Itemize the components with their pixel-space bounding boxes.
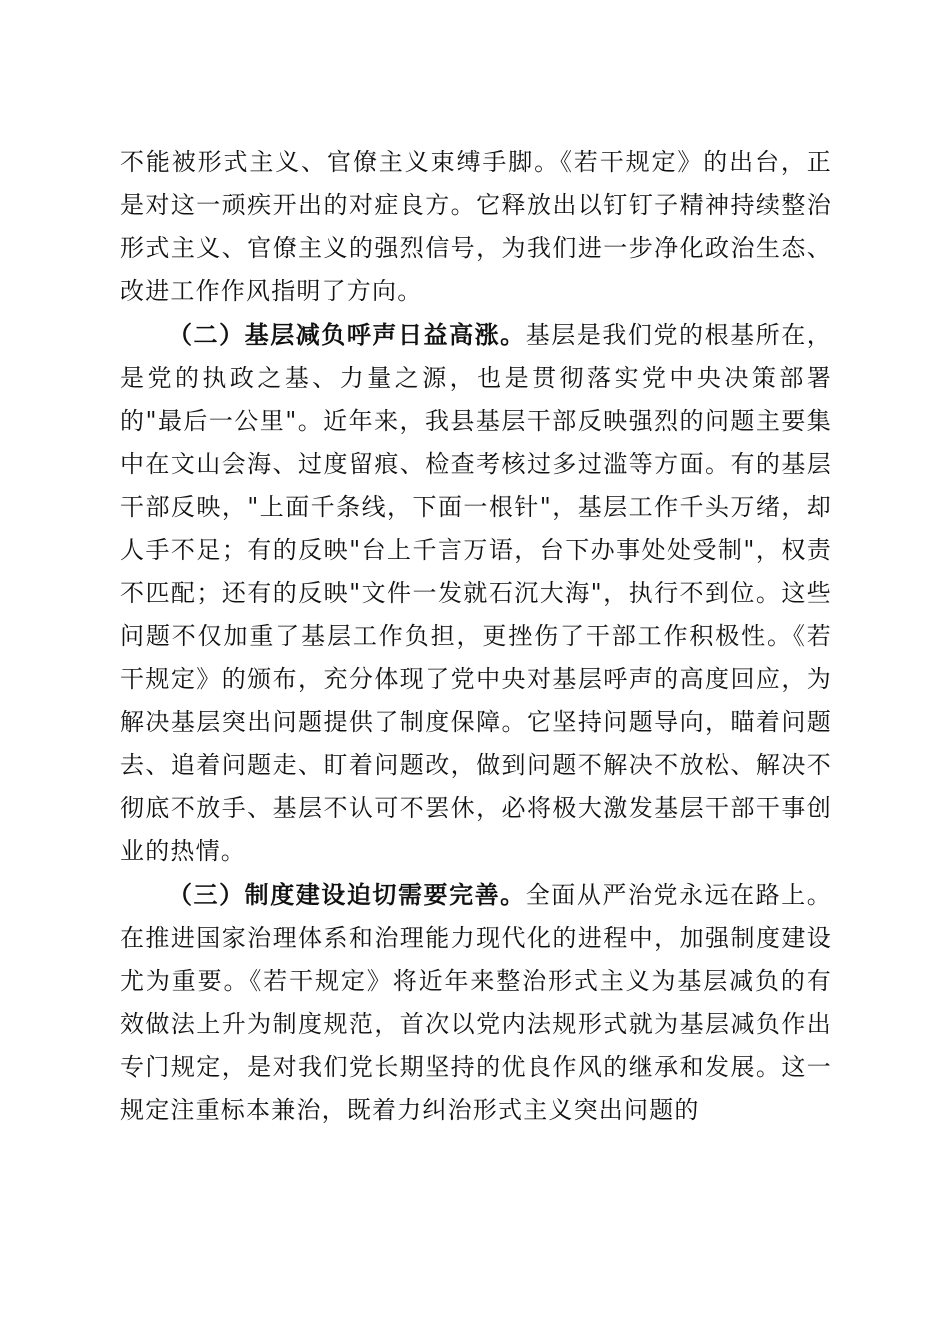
paragraph-continuation <box>120 141 832 313</box>
paragraph-text: 基层是我们党的根基所在，是党的执政之基、力量之源，也是贯彻落实党中央决策部署的"最后一公里"。近年来，我县基层干部反映强烈的问题主要集中在文山会海、过度留痕、检查考核过多过滥等方面。有的基层干部反映，"上面千条线，下面一根针"，基层工作千头万绪，却人手不足；有的反映"台上千言万语，台下办事处处受制"，权责不匹配；还有的反映"文件一发就石沉大海"，执行不到位。这些问题不仅加重了基层工作负担，更挫伤了干部工作积极性。《若干规定》的颁布，充分体现了党中央对基层呼声的高度回应，为解决基层突出问题提供了制度保障。它坚持问题导向，瞄着问题去、追着问题走、盯着问题改，做到问题不解决不放松、解决不彻底不放手、基层不认可不罢休，必将极大激发基层干部干事创业的热情。 <box>120 321 832 865</box>
section-heading: （三）制度建设迫切需要完善。 <box>168 880 526 909</box>
document-body <box>120 141 832 1132</box>
paragraph-section-three <box>120 873 832 1132</box>
paragraph-text: 全面从严治党永远在路上。在推进国家治理体系和治理能力现代化的进程中，加强制度建设尤为重要。《若干规定》将近年来整治形式主义为基层减负的有效做法上升为制度规范，首次以党内法规形式就为基层减负作出专门规定，是对我们党长期坚持的优良作风的继承和发展。这一规定注重标本兼治，既着力纠治形式主义突出问题的 <box>120 881 832 1124</box>
paragraph-text: 不能被形式主义、官僚主义束缚手脚。《若干规定》的出台，正是对这一顽疾开出的对症良方。它释放出以钉钉子精神持续整治形式主义、官僚主义的强烈信号，为我们进一步净化政治生态、改进工作作风指明了方向。 <box>120 148 832 305</box>
section-heading: （二）基层减负呼声日益高涨。 <box>168 320 526 349</box>
paragraph-section-two <box>120 313 832 873</box>
